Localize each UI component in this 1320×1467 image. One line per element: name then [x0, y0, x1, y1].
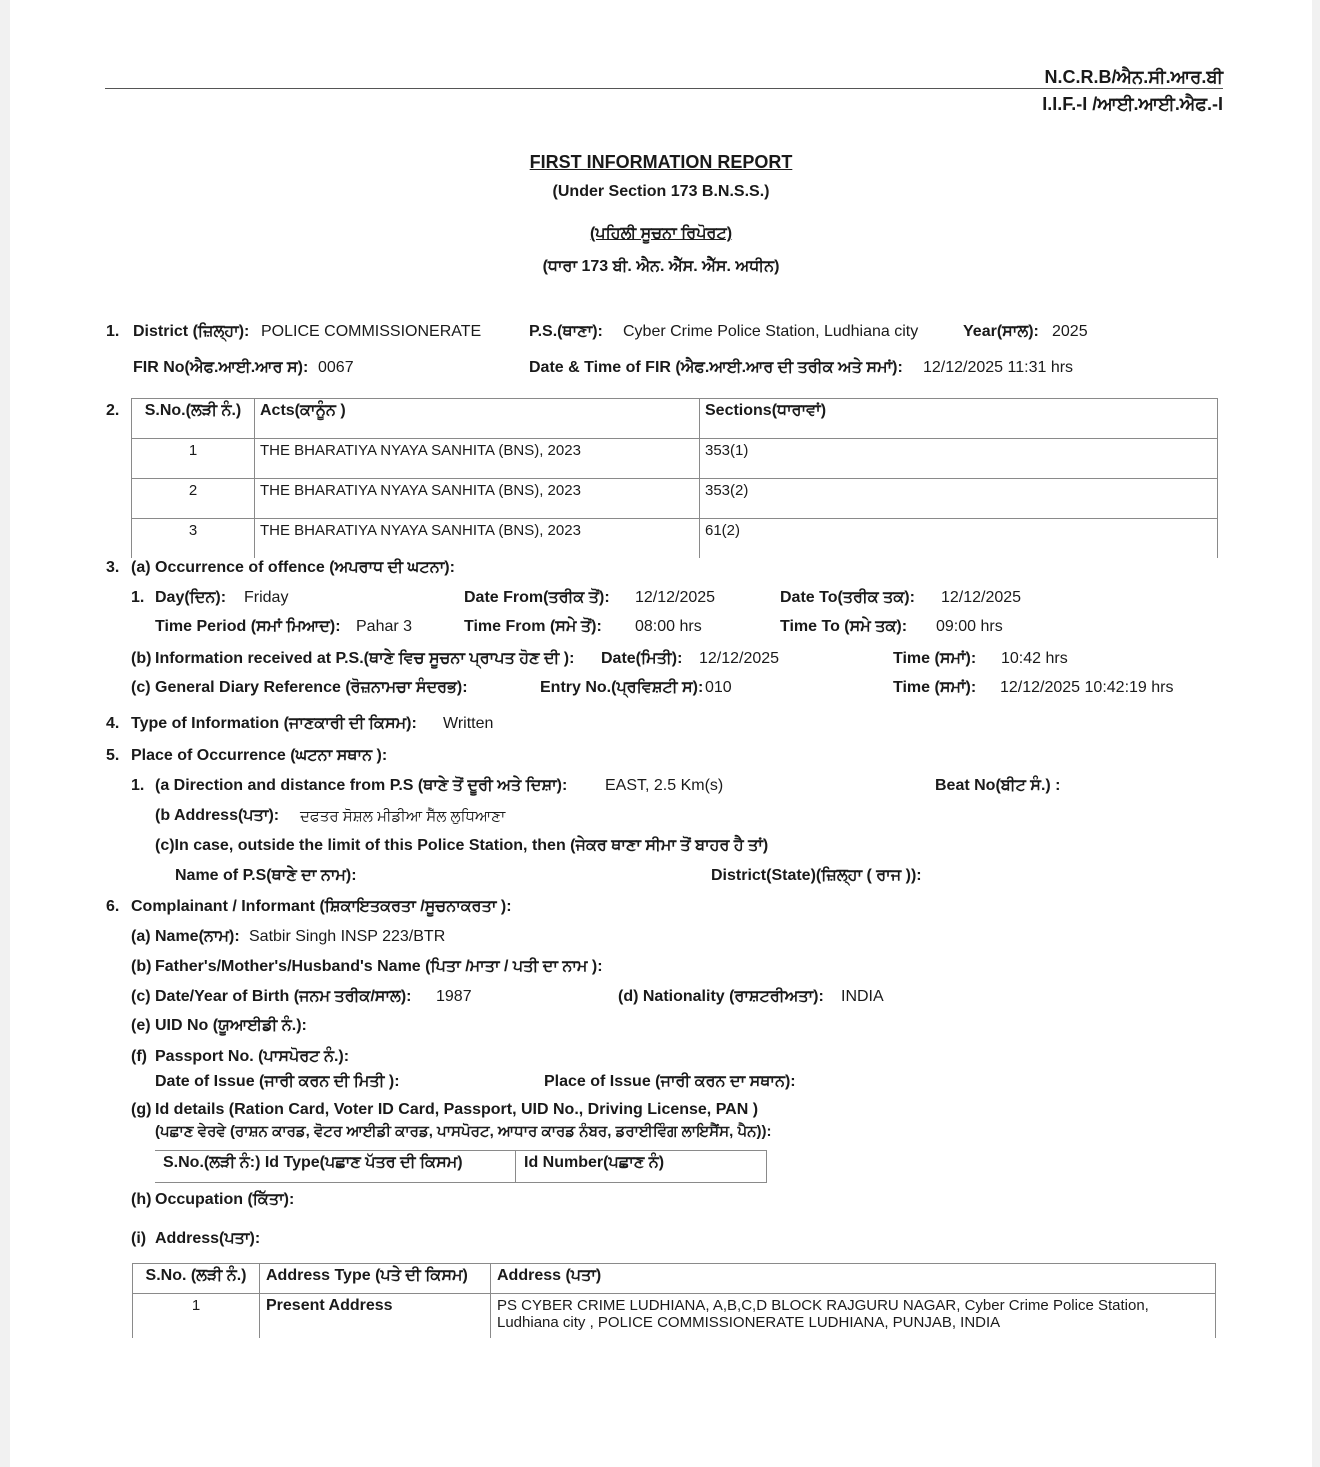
complainant-address-label: Address(ਪਤਾ): — [155, 1230, 261, 1247]
address-line-2: Ludhiana city , POLICE COMMISSIONERATE LUDHIANA, PUNJAB, INDIA — [497, 1314, 1001, 1331]
section-5-number: 5. — [106, 747, 120, 764]
id-details-label-punjabi: (ਪਛਾਣ ਵੇਰਵੇ (ਰਾਸ਼ਨ ਕਾਰਡ, ਵੋਟਰ ਆਈਡੀ ਕਾਰਡ, ਪਾਸਪੋਰਟ, ਆਧਾਰ ਕਾਰਡ ਨੰਬਰ, ਡਰਾਈਵਿੰਗ ਲਾਇਸੈਂਸ, ਪੈਨ)): — [155, 1123, 772, 1140]
occurrence-item-number: 1. — [131, 589, 145, 606]
address-text — [491, 1294, 1216, 1339]
place-item-number: 1. — [131, 777, 145, 794]
fir-no-value: 0067 — [318, 359, 354, 376]
sub-a-label: (a) — [131, 928, 151, 945]
acts-table-header — [132, 399, 1218, 439]
info-type-value: Written — [443, 715, 494, 732]
sub-c-label: (c) — [131, 679, 151, 696]
time-from-label: Time From (ਸਮੇ ਤੋਂ): — [464, 618, 602, 635]
act-name: THE BHARATIYA NYAYA SANHITA (BNS), 2023 — [255, 479, 700, 519]
beat-no-label: Beat No(ਬੀਟ ਸੰ.) : — [935, 777, 1061, 794]
header-acts: Acts(ਕਾਨੂੰਨ ) — [255, 399, 700, 439]
header-sections: Sections(ਧਾਰਾਵਾਂ) — [700, 399, 1218, 439]
sub-g-label: (g) — [131, 1101, 152, 1118]
dob-value: 1987 — [436, 988, 472, 1005]
info-type-label: Type of Information (ਜਾਣਕਾਰੀ ਦੀ ਕਿਸਮ): — [131, 715, 417, 732]
section-1-number: 1. — [106, 323, 120, 340]
header-id-type: S.No.(ਲੜੀ ਨੰ:) Id Type(ਪਛਾਣ ਪੱਤਰ ਦੀ ਕਿਸਮ) — [155, 1151, 516, 1183]
place-address-label: (b Address(ਪਤਾ): — [155, 807, 280, 824]
section-4-number: 4. — [106, 715, 120, 732]
id-table-header — [155, 1151, 767, 1183]
info-date-value: 12/12/2025 — [699, 650, 780, 667]
time-period-value: Pahar 3 — [356, 618, 413, 635]
uid-label: UID No (ਯੂਆਈਡੀ ਨੰ.): — [155, 1017, 307, 1034]
issue-place-label: Place of Issue (ਜਾਰੀ ਕਰਨ ਦਾ ਸਥਾਨ): — [544, 1073, 796, 1090]
sub-f-label: (f) — [131, 1048, 147, 1065]
fir-datetime-label: Date & Time of FIR (ਐਫ.ਆਈ.ਆਰ ਦੀ ਤਰੀਕ ਅਤੇ ਸਮਾਂ): — [529, 359, 903, 376]
time-from-value: 08:00 hrs — [635, 618, 702, 635]
date-to-value: 12/12/2025 — [941, 589, 1022, 606]
day-label: Day(ਦਿਨ): — [155, 589, 227, 606]
report-title: FIRST INFORMATION REPORT — [529, 152, 793, 172]
sub-i-label: (i) — [131, 1230, 147, 1247]
father-name-label: Father's/Mother's/Husband's Name (ਪਿਤਾ /ਮਾਤਾ / ਪਤੀ ਦਾ ਨਾਮ ): — [155, 958, 603, 975]
sub-b-label: (b) — [131, 958, 152, 975]
occupation-label: Occupation (ਕਿੱਤਾ): — [155, 1191, 295, 1208]
act-name: THE BHARATIYA NYAYA SANHITA (BNS), 2023 — [255, 519, 700, 559]
passport-label: Passport No. (ਪਾਸਪੋਰਟ ਨੰ.): — [155, 1048, 350, 1065]
fir-no-label: FIR No(ਐਫ.ਆਈ.ਆਰ ਸ): — [133, 359, 309, 376]
year-value: 2025 — [1052, 323, 1088, 340]
time-to-label: Time To (ਸਮੇ ਤਕ): — [780, 618, 908, 635]
date-from-label: Date From(ਤਰੀਕ ਤੋਂ): — [464, 589, 610, 606]
district-state-label: District(State)(ਜ਼ਿਲ੍ਹਾ ( ਰਾਜ )): — [711, 867, 922, 884]
nationality-value: INDIA — [841, 988, 884, 1005]
header-sno: S.No.(ਲੜੀ ਨੰ.) — [132, 399, 255, 439]
address-table-header — [133, 1264, 1216, 1294]
info-time-value: 10:42 hrs — [1001, 650, 1068, 667]
sub-h-label: (h) — [131, 1191, 152, 1208]
ps-label: P.S.(ਥਾਣਾ): — [529, 323, 603, 340]
section-6-number: 6. — [106, 898, 120, 915]
issue-date-label: Date of Issue (ਜਾਰੀ ਕਰਨ ਦੀ ਮਿਤੀ ): — [155, 1073, 400, 1090]
act-sno: 2 — [132, 479, 255, 519]
entry-no-value: 010 — [705, 679, 732, 696]
header-rule — [105, 88, 1223, 89]
name-label: Name(ਨਾਮ): — [155, 928, 240, 945]
act-section: 61(2) — [700, 519, 1218, 559]
day-value: Friday — [244, 589, 289, 606]
act-section: 353(1) — [700, 439, 1218, 479]
dob-label: Date/Year of Birth (ਜਨਮ ਤਰੀਕ/ਸਾਲ): — [155, 988, 412, 1005]
address-line-1: PS CYBER CRIME LUDHIANA, A,B,C,D BLOCK RAJGURU NAGAR, Cyber Crime Police Station, — [497, 1297, 1149, 1314]
direction-label: (a Direction and distance from P.S (ਥਾਣੇ ਤੋਂ ਦੂਰੀ ਅਤੇ ਦਿਸ਼ਾ): — [155, 777, 568, 794]
date-from-value: 12/12/2025 — [635, 589, 716, 606]
occurrence-label: Occurrence of offence (ਅਪਰਾਧ ਦੀ ਘਟਨਾ): — [155, 559, 455, 576]
header-address-type: Address Type (ਪਤੇ ਦੀ ਕਿਸਮ) — [260, 1264, 491, 1294]
place-label: Place of Occurrence (ਘਟਨਾ ਸਥਾਨ ): — [131, 747, 388, 764]
sub-b-label: (b) — [131, 650, 152, 667]
ncrb-header: N.C.R.B/ਐਨ.ਸੀ.ਆਰ.ਬੀ — [1044, 67, 1223, 87]
year-label: Year(ਸਾਲ): — [963, 323, 1039, 340]
address-table — [132, 1263, 1216, 1338]
sub-e-label: (e) — [131, 1017, 151, 1034]
gd-time-value: 12/12/2025 10:42:19 hrs — [1000, 679, 1174, 696]
info-date-label: Date(ਮਿਤੀ): — [601, 650, 683, 667]
direction-value: EAST, 2.5 Km(s) — [605, 777, 724, 794]
complainant-label: Complainant / Informant (ਸ਼ਿਕਾਇਤਕਰਤਾ /ਸੂਚਨਾਕਰਤਾ ): — [131, 898, 512, 915]
header-sno: S.No. (ਲੜੀ ਨੰ.) — [133, 1264, 260, 1294]
address-sno: 1 — [133, 1294, 260, 1339]
nationality-label: (d) Nationality (ਰਾਸ਼ਟਰੀਅਤਾ): — [618, 988, 824, 1005]
ps-name-label: Name of P.S(ਥਾਣੇ ਦਾ ਨਾਮ): — [175, 867, 357, 884]
district-label: District (ਜ਼ਿਲ੍ਹਾ): — [133, 323, 250, 340]
table-row — [132, 439, 1218, 479]
header-id-number: Id Number(ਪਛਾਣ ਨੰ) — [516, 1151, 767, 1183]
act-sno: 3 — [132, 519, 255, 559]
header-address: Address (ਪਤਾ) — [491, 1264, 1216, 1294]
district-value: POLICE COMMISSIONERATE — [261, 323, 482, 340]
table-row — [132, 519, 1218, 559]
outside-limit-label: (c)In case, outside the limit of this Police Station, then (ਜੇਕਰ ਥਾਣਾ ਸੀਮਾ ਤੋਂ ਬਾਹਰ ਹੈ ਤਾਂ) — [155, 837, 769, 854]
id-details-table — [155, 1150, 767, 1183]
iif-header: I.I.F.-I /ਆਈ.ਆਈ.ਐਫ.-I — [1042, 94, 1223, 114]
act-sno: 1 — [132, 439, 255, 479]
report-subtitle-punjabi: (ਧਾਰਾ 173 ਬੀ. ਐਨ. ਐੱਸ. ਐੱਸ. ਅਧੀਨ) — [542, 258, 780, 275]
info-time-label: Time (ਸਮਾਂ): — [893, 650, 977, 667]
date-to-label: Date To(ਤਰੀਕ ਤਕ): — [780, 589, 915, 606]
entry-no-label: Entry No.(ਪ੍ਰਵਿਸ਼ਟੀ ਸ): — [540, 679, 704, 696]
section-2-number: 2. — [106, 402, 120, 419]
sub-c-label: (c) — [131, 988, 151, 1005]
time-to-value: 09:00 hrs — [936, 618, 1003, 635]
section-3-number: 3. — [106, 559, 120, 576]
name-value: Satbir Singh INSP 223/BTR — [249, 928, 446, 945]
acts-table — [131, 398, 1218, 558]
act-section: 353(2) — [700, 479, 1218, 519]
sub-a-label: (a) — [131, 559, 151, 576]
fir-document-page — [10, 0, 1312, 1467]
info-received-label: Information received at P.S.(ਥਾਣੇ ਵਿਚ ਸੂਚਨਾ ਪ੍ਰਾਪਤ ਹੋਣ ਦੀ ): — [155, 650, 575, 667]
time-period-label: Time Period (ਸਮਾਂ ਮਿਆਦ): — [155, 618, 341, 635]
report-title-punjabi: (ਪਹਿਲੀ ਸੂਚਨਾ ਰਿਪੋਰਟ) — [589, 225, 733, 242]
ps-value: Cyber Crime Police Station, Ludhiana city — [623, 323, 919, 340]
table-row — [133, 1294, 1216, 1339]
gd-time-label: Time (ਸਮਾਂ): — [893, 679, 977, 696]
fir-datetime-value: 12/12/2025 11:31 hrs — [923, 359, 1074, 376]
id-details-label: Id details (Ration Card, Voter ID Card, Passport, UID No., Driving License, PAN ) — [155, 1101, 759, 1118]
table-row — [132, 479, 1218, 519]
act-name: THE BHARATIYA NYAYA SANHITA (BNS), 2023 — [255, 439, 700, 479]
gd-reference-label: General Diary Reference (ਰੋਜ਼ਨਾਮਚਾ ਸੰਦਰਭ): — [155, 679, 468, 696]
report-subtitle: (Under Section 173 B.N.S.S.) — [552, 183, 770, 200]
place-address-value: ਦਫਤਰ ਸੋਸ਼ਲ ਮੀਡੀਆ ਸੈੱਲ ਲੁਧਿਆਣਾ — [300, 808, 506, 825]
address-type: Present Address — [260, 1294, 491, 1339]
